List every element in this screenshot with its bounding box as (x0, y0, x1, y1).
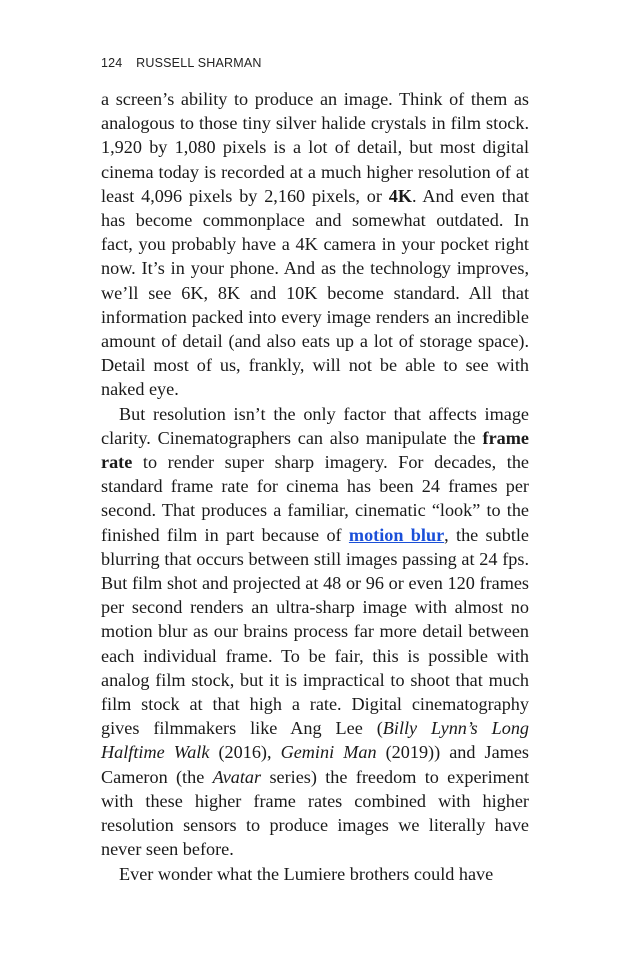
title-gemini-man: Gemini Man (280, 742, 377, 763)
paragraph-2-text-e: (2019)) and James Cameron (the (101, 742, 529, 787)
page-number: 124 (101, 56, 123, 70)
title-billy-lynn: Billy Lynn’s Long Halftime Walk (101, 718, 530, 763)
motion-blur-link[interactable]: motion blur (348, 524, 445, 545)
paragraph-2-text-a: But resolution isn’t the only factor that affects image clarity. Cinematographers can also manipulate the (101, 403, 529, 448)
paragraph-2-text-c: , the subtle blurring that occurs between still images passing at 24 fps. But film shot and projected at 48 or 96 or even 120 frames per second renders an ultra-sharp image with almost no motion blur as our brains process far more detail between each individual frame. To be fair, this is possible with analog film stock, but it is impractical to shoot that much film stock at that high a rate. Digital cinematography gives filmmakers like Ang Lee ( (101, 524, 529, 739)
paragraph-3-text: Ever wonder what the Lumiere brothers could have (119, 863, 494, 884)
author-name: RUSSELL SHARMAN (136, 56, 262, 70)
paragraph-1-text-a: a screen’s ability to produce an image. Think of them as analogous to those tiny silver halide crystals in film stock. 1,920 by 1,080 pixels is a lot of detail, but most digital cinema today is recorded at a much higher resolution of at least 4,096 pixels by 2,160 pixels, or (101, 89, 529, 206)
term-frame-rate: frame rate (101, 427, 529, 473)
paragraph-2 (101, 402, 529, 862)
paragraph-2-text-b: to render super sharp imagery. For decades, the standard frame rate for cinema has been 24 frames per second. That produces a familiar, cinematic “look” to the finished film in part because of (101, 452, 529, 545)
paragraph-1 (101, 87, 529, 402)
term-4k: 4K (388, 185, 413, 206)
title-avatar: Avatar (212, 766, 262, 787)
running-head (101, 56, 262, 70)
paragraph-2-text-f: series) the freedom to experiment with these higher frame rates combined with higher resolution sensors to produce images we literally have never seen before. (101, 766, 529, 860)
body-text (101, 87, 529, 886)
paragraph-3 (101, 862, 529, 886)
paragraph-1-text-b: . And even that has become commonplace and somewhat outdated. In fact, you probably have a 4K camera in your pocket right now. It’s in your phone. And as the technology improves, we’ll see 6K, 8K and 10K become standard. All that information packed into every image renders an incredible amount of detail (and also eats up a lot of storage space). Detail most of us, frankly, will not be able to see with naked eye. (101, 185, 529, 400)
book-page (101, 0, 529, 974)
paragraph-2-text-d: (2016), (209, 742, 281, 763)
